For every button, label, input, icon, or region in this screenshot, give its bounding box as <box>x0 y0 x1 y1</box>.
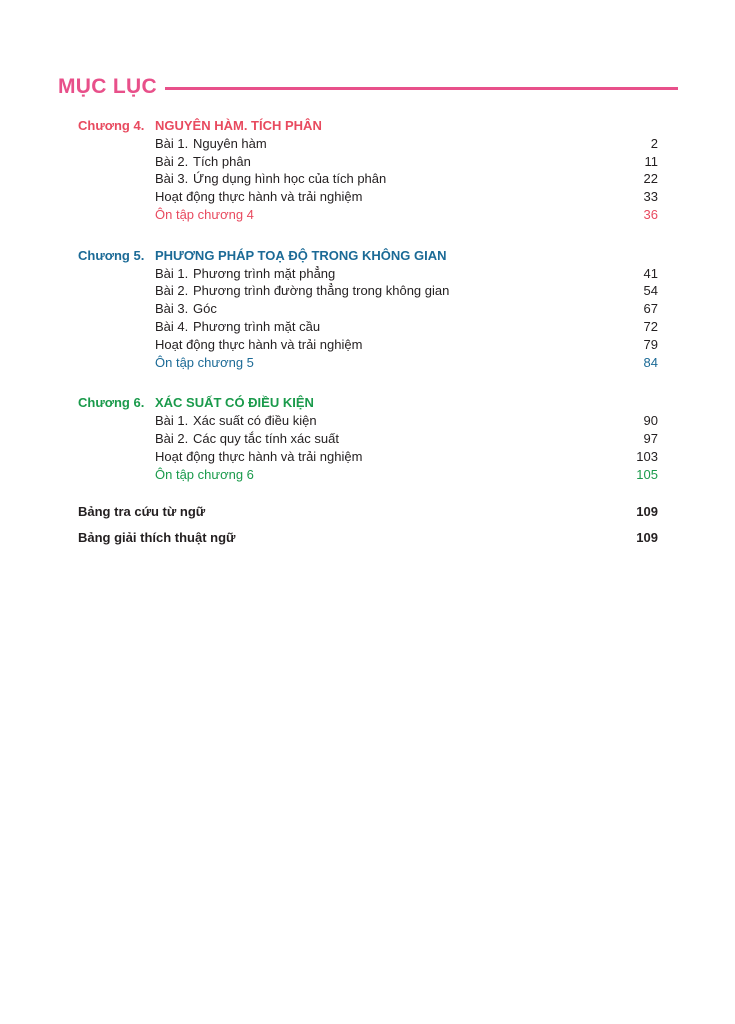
page-number: 103 <box>636 448 658 464</box>
lesson-number: Bài 4. <box>155 318 189 334</box>
page-title: MỤC LỤC <box>58 75 157 98</box>
review-entry[interactable] <box>78 206 658 224</box>
lesson-title: Góc <box>193 301 217 317</box>
lesson-entry[interactable] <box>78 282 658 300</box>
activity-entry[interactable] <box>78 336 658 354</box>
lesson-title: Phương trình đường thẳng trong không gian <box>193 283 450 299</box>
lesson-number: Bài 2. <box>155 430 189 446</box>
lesson-title: Phương trình mặt cầu <box>193 318 321 334</box>
page-number: 33 <box>643 189 658 205</box>
page-number: 90 <box>643 413 658 429</box>
activity-title: Hoạt động thực hành và trải nghiệm <box>155 189 363 205</box>
page-number: 2 <box>650 135 658 151</box>
lesson-entry[interactable] <box>78 300 658 318</box>
page-number: 72 <box>643 318 658 334</box>
lesson-entry[interactable] <box>78 170 658 188</box>
chapter-block <box>78 394 658 483</box>
review-title: Ôn tập chương 6 <box>155 466 254 482</box>
review-entry[interactable] <box>78 354 658 372</box>
chapter-label: Chương 6. <box>78 395 145 411</box>
chapter-heading[interactable] <box>78 394 658 412</box>
review-title: Ôn tập chương 4 <box>155 206 254 222</box>
chapter-title: XÁC SUẤT CÓ ĐIỀU KIỆN <box>155 395 314 411</box>
lesson-entry[interactable] <box>78 265 658 283</box>
appendix-title: Bảng tra cứu từ ngữ <box>78 504 206 520</box>
page-number: 84 <box>643 354 658 370</box>
page-number: 67 <box>643 301 658 317</box>
chapter-heading[interactable] <box>78 117 658 135</box>
page-number: 109 <box>636 504 658 520</box>
lesson-number: Bài 2. <box>155 283 189 299</box>
lesson-number: Bài 3. <box>155 301 189 317</box>
review-entry[interactable] <box>78 466 658 484</box>
review-title: Ôn tập chương 5 <box>155 354 254 370</box>
chapter-title: NGUYÊN HÀM. TÍCH PHÂN <box>155 118 322 133</box>
page-number: 97 <box>643 430 658 446</box>
lesson-number: Bài 1. <box>155 265 189 281</box>
lesson-title: Các quy tắc tính xác suất <box>193 430 339 446</box>
lesson-entry[interactable] <box>78 153 658 171</box>
page-number: 36 <box>643 206 658 222</box>
activity-entry[interactable] <box>78 448 658 466</box>
chapter-heading[interactable] <box>78 247 658 265</box>
lesson-title: Phương trình mặt phẳng <box>193 265 336 281</box>
lesson-title: Ứng dụng hình học của tích phân <box>193 171 387 187</box>
page-number: 79 <box>643 336 658 352</box>
lesson-number: Bài 1. <box>155 413 189 429</box>
appendix-list <box>78 499 658 551</box>
table-of-contents <box>78 117 658 551</box>
activity-title: Hoạt động thực hành và trải nghiệm <box>155 336 363 352</box>
lesson-entry[interactable] <box>78 135 658 153</box>
chapter-block <box>78 117 658 224</box>
chapter-label: Chương 5. <box>78 247 145 263</box>
activity-entry[interactable] <box>78 188 658 206</box>
page-number: 54 <box>643 283 658 299</box>
lesson-title: Xác suất có điều kiện <box>193 413 317 429</box>
lesson-number: Bài 3. <box>155 171 189 187</box>
appendix-entry[interactable] <box>78 499 658 525</box>
lesson-title: Nguyên hàm <box>193 135 267 151</box>
page-number: 109 <box>636 530 658 546</box>
chapter-title: PHƯƠNG PHÁP TOẠ ĐỘ TRONG KHÔNG GIAN <box>155 247 447 263</box>
toc-header <box>58 74 678 100</box>
appendix-title: Bảng giải thích thuật ngữ <box>78 530 236 546</box>
page-number: 22 <box>643 171 658 187</box>
page-number: 105 <box>636 466 658 482</box>
chapter-block <box>78 247 658 372</box>
lesson-entry[interactable] <box>78 430 658 448</box>
appendix-entry[interactable] <box>78 525 658 551</box>
title-rule <box>165 87 678 90</box>
lesson-entry[interactable] <box>78 318 658 336</box>
chapter-label: Chương 4. <box>78 118 145 133</box>
lesson-number: Bài 1. <box>155 135 189 151</box>
lesson-number: Bài 2. <box>155 153 189 169</box>
lesson-title: Tích phân <box>193 153 251 169</box>
activity-title: Hoạt động thực hành và trải nghiệm <box>155 448 363 464</box>
page-number: 41 <box>643 265 658 281</box>
lesson-entry[interactable] <box>78 412 658 430</box>
page-number: 11 <box>644 153 658 169</box>
